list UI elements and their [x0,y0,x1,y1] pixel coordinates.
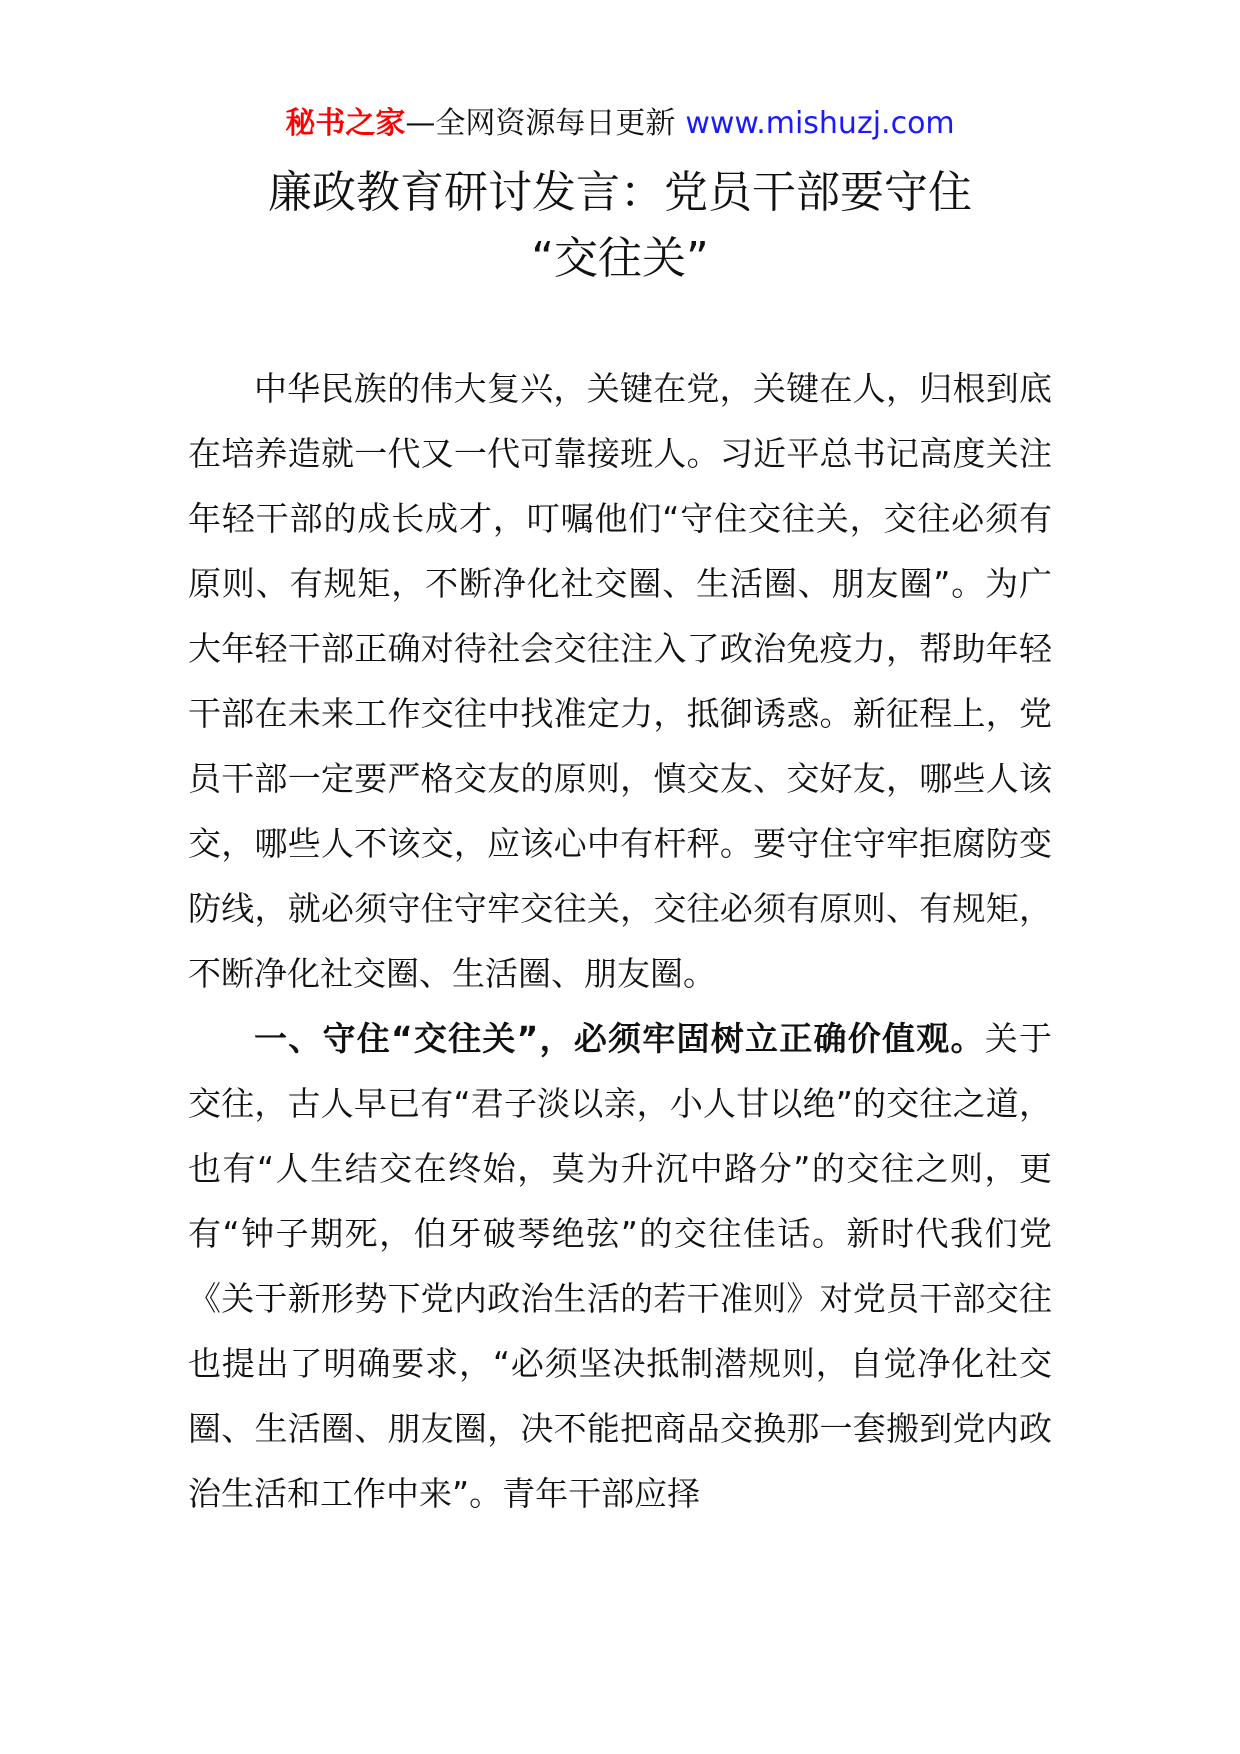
brand-name: 秘书之家 [285,106,406,141]
title-line-2: “交往关” [531,233,709,284]
header-tagline: —全网资源每日更新 [405,106,676,141]
site-url-link[interactable]: www.mishuzj.com [685,106,955,141]
section-1-paragraph [188,1006,1052,1526]
document-title [0,160,1240,292]
intro-paragraph: 中华民族的伟大复兴，关键在党，关键在人，归根到底在培养造就一代又一代可靠接班人。习近平总书记高度关注年轻干部的成长成才，叮嘱他们“守住交往关，交往必须有原则、有规矩，不断净化社交圈、生活圈、朋友圈”。为广大年轻干部正确对待社会交往注入了政治免疫力，帮助年轻干部在未来工作交往中找准定力，抵御诱惑。新征程上，党员干部一定要严格交友的原则，慎交友、交好友，哪些人该交，哪些人不该交，应该心中有杆秤。要守住守牢拒腐防变防线，就必须守住守牢交往关，交往必须有原则、有规矩，不断净化社交圈、生活圈、朋友圈。 [188,369,1052,993]
section-1-body: 关于交往，古人早已有“君子淡以亲，小人甘以绝”的交往之道，也有“人生结交在终始，莫为升沉中路分”的交往之则，更有“钟子期死，伯牙破琴绝弦”的交往佳话。新时代我们党《关于新形势下党内政治生活的若干准则》对党员干部交往也提出了明确要求，“必须坚决抵制潜规则，自觉净化社交圈、生活圈、朋友圈，决不能把商品交换那一套搬到党内政治生活和工作中来”。青年干部应择 [188,1019,1052,1513]
document-body [188,356,1052,1526]
site-header [0,102,1240,146]
section-1-heading: 一、守住“交往关”，必须牢固树立正确价值观。 [254,1019,985,1058]
title-line-1: 廉政教育研讨发言：党员干部要守住 [268,167,972,218]
